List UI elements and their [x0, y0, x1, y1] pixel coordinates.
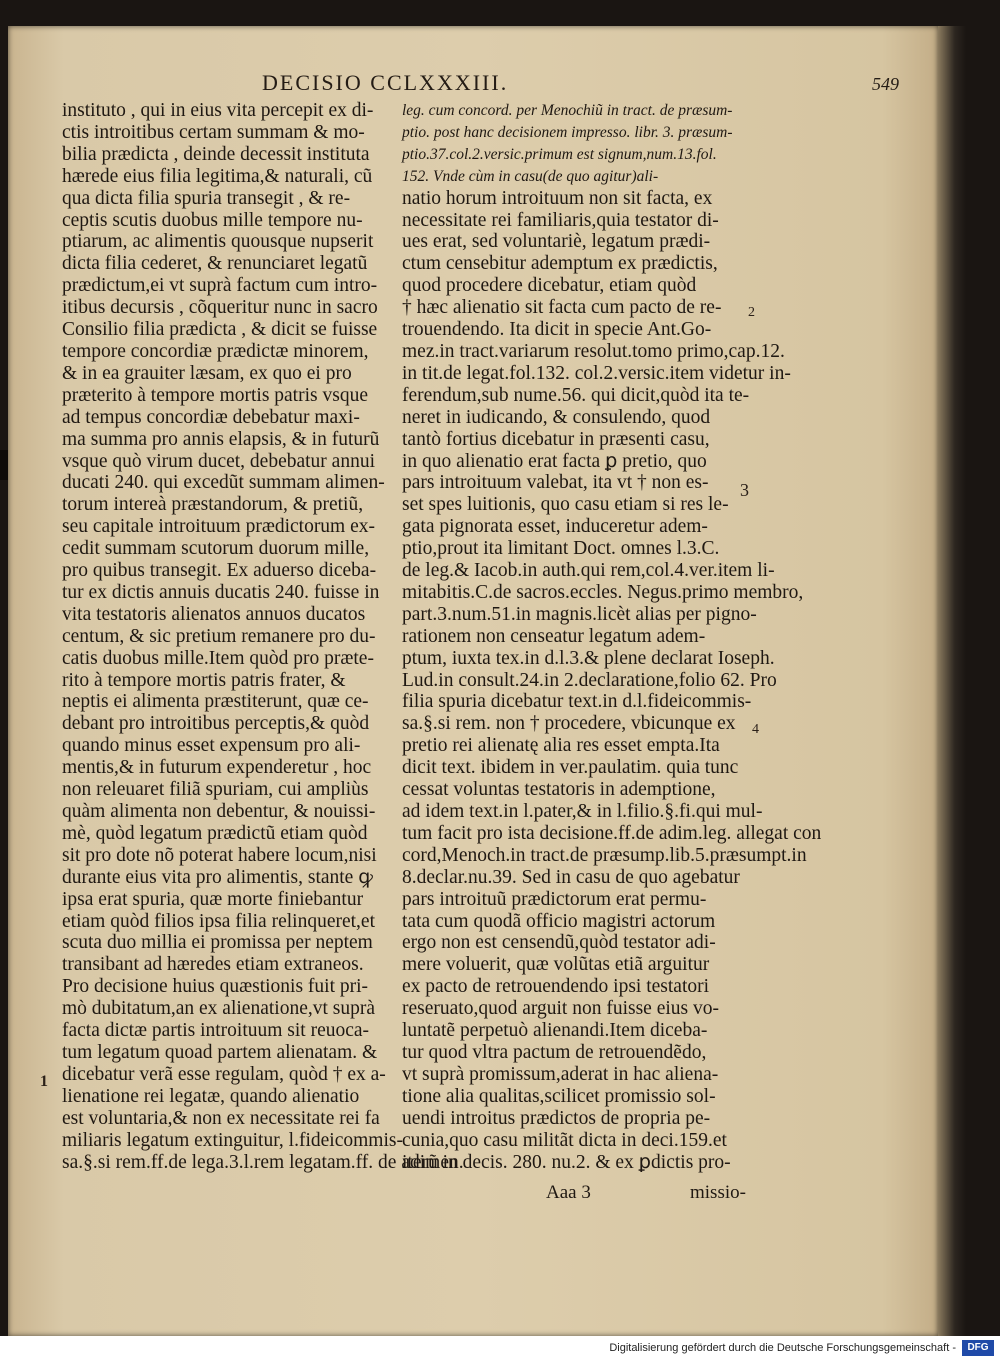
text-line: & in ea grauiter læsam, ex quo ei pro — [62, 362, 352, 384]
text-line: instituto , qui in eius vita percepit ex di- — [62, 100, 374, 121]
text-line: præterito à tempore mortis patris vsque — [62, 384, 368, 406]
text-line: vsque quò virum ducet, debebatur annui — [62, 450, 375, 472]
signature-mark: Aaa 3 — [546, 1182, 591, 1203]
text-line: Lud.in consult.24.in 2.declaratione,folio 62. Pro — [402, 669, 777, 691]
text-line: cedit summam scutorum duorum mille, — [62, 538, 370, 560]
text-line: cessat voluntas testatoris in ademptione, — [402, 779, 716, 801]
text-line: in quo alienatio erat facta ꝑ pretio, quo — [402, 450, 707, 472]
text-line: 8.declar.nu.39. Sed in casu de quo agebatur — [402, 866, 740, 888]
text-line: etiam quòd filios ipsa filia relinqueret,et — [62, 910, 375, 932]
text-line: ctum censebitur ademptum ex prædictis, — [402, 253, 718, 275]
text-line: mitabitis.C.de sacros.eccles. Negus.primo membro, — [402, 581, 804, 603]
text-line: ducati 240. qui excedũt summam alimen- — [62, 472, 385, 494]
text-line: † hæc alienatio sit facta cum pacto de re- — [402, 297, 722, 319]
text-line: dicebatur verã esse regulam, quòd † ex a- — [62, 1063, 386, 1085]
text-line: tum legatum quoad partem alienatam. & — [62, 1041, 378, 1063]
text-line: ipsa erat spuria, quæ morte finiebantur — [62, 888, 364, 910]
text-line: debant pro introitibus perceptis,& quòd — [62, 713, 370, 735]
text-line: durante eius vita pro alimentis, stante ꝙ — [62, 866, 373, 888]
text-line: ad tempus concordiæ debebatur maxi- — [62, 406, 360, 428]
text-line: quando minus esset expensum pro ali- — [62, 735, 361, 757]
text-line: bilia prædicta , deinde decessit instituta — [62, 143, 370, 165]
text-line: ad idem text.in l.pater,& in l.filio.§.fi.qui mul- — [402, 801, 763, 822]
text-line: in tit.de legat.fol.132. col.2.versic.item videtur in- — [402, 362, 791, 384]
text-line: pro quibus transegit. Ex aduerso diceba- — [62, 560, 377, 582]
text-line: filia spuria dicebatur text.in d.l.fideicommis- — [402, 691, 752, 713]
marginal-note-1: 1 — [40, 1073, 48, 1090]
text-line: tata cum quodã officio magistri actorum — [402, 910, 716, 932]
text-line: ues erat, sed voluntariè, legatum prædi- — [402, 231, 711, 253]
text-line: sit pro dote nõ poterat habere locum,nisi — [62, 844, 377, 866]
text-line: centum, & sic pretium remanere pro du- — [62, 625, 376, 647]
text-line: itibus decursis , cõqueritur nunc in sacro — [62, 297, 378, 319]
text-line: dicta filia cederet, & renunciaret legatũ — [62, 253, 368, 275]
text-line: reseruato,quod arguit non fuisse eius vo- — [402, 998, 719, 1020]
text-line: sa.§.si rem. non † procedere, vbicunque ex — [402, 713, 736, 735]
text-line: mentis,& in futurum expenderetur , hoc — [62, 757, 372, 779]
text-line: vita testatoris alienatos annuos ducatos — [62, 603, 366, 625]
text-line: gata pignorata esset, induceretur adem- — [402, 516, 708, 538]
text-line: tum facit pro ista decisione.ff.de adim.leg. allegat con — [402, 822, 822, 844]
text-line: quod procedere dicebatur, etiam quòd — [402, 275, 697, 297]
text-line: catis duobus mille.Item quòd pro præte- — [62, 647, 374, 669]
text-line: non releuaret filiã spuriam, cui ampliùs — [62, 779, 369, 801]
running-head: DECISIO CCLXXXIII. — [262, 70, 509, 95]
text-line: ptio.37.col.2.versic.primum est signum,num.13.fol. — [402, 145, 717, 163]
text-line: ferendum,sub nume.56. qui dicit,quòd ita te- — [402, 384, 750, 406]
text-line: ex pacto de retrouendendo ipsi testatori — [402, 976, 710, 998]
folio-number: 549 — [872, 74, 899, 94]
text-line: cunia,quo casu militãt dicta in deci.159.et — [402, 1129, 727, 1151]
text-line: hærede eius filia legitima,& naturali, cũ — [62, 165, 373, 187]
text-line: natio horum introituum non sit facta, ex — [402, 187, 713, 209]
digitization-notice: Digitalisierung gefördert durch die Deutsche Forschungsgemeinschaft - — [609, 1342, 956, 1354]
text-line: prædictum,ei vt suprà factum cum intro- — [62, 275, 378, 297]
text-line: ptio. post hanc decisionem impresso. libr. 3. præsum- — [402, 123, 733, 141]
text-line: vt suprà promissum,aderat in hac aliena- — [402, 1063, 719, 1085]
text-line: mò dubitatum,an ex alienatione,vt suprà — [62, 998, 375, 1020]
text-line: uendi introitus prædictos de propria pe- — [402, 1107, 711, 1129]
left-text-column — [62, 100, 464, 1173]
text-line: scuta duo millia ei promissa per neptem — [62, 932, 373, 954]
marginal-note-3: 3 — [740, 480, 749, 500]
text-line: Consilio filia prædicta , & dicit se fuisse — [62, 319, 378, 341]
text-line: Pro decisione huius quæstionis fuit pri- — [62, 976, 369, 998]
text-line: ma summa pro annis elapsis, & in futurũ — [62, 428, 380, 450]
text-line: neret in iudicando, & consulendo, quod — [402, 406, 711, 428]
text-line: mez.in tract.variarum resolut.tomo primo,cap.12. — [402, 340, 785, 362]
text-line: facta dictæ partis introituum sit reuoca- — [62, 1020, 370, 1042]
text-line: luntatẽ perpetuò alienandi.Item diceba- — [402, 1020, 708, 1042]
text-line: dicit text. ibidem in ver.paulatim. quia tunc — [402, 757, 739, 779]
text-line: tur quod vltra pactum de retrouendẽdo, — [402, 1041, 707, 1063]
text-line: tione alia qualitas,scilicet promissio sol- — [402, 1085, 716, 1107]
text-line: tantò fortius dicebatur in præsenti casu, — [402, 428, 710, 450]
text-line: seu capitale introituum prædictorum ex- — [62, 516, 375, 538]
text-line: mere voluerit, quæ volũtas etiã arguitur — [402, 954, 710, 976]
text-line: ptio,prout ita limitant Doct. omnes l.3.C. — [402, 538, 720, 560]
text-line: ceptis scutis duobus mille tempore nu- — [62, 209, 363, 231]
text-line: trouendendo. Ita dicit in specie Ant.Go- — [402, 319, 712, 341]
text-line: cord,Menoch.in tract.de præsump.lib.5.præsumpt.in — [402, 844, 807, 866]
text-line: part.3.num.51.in magnis.licèt alias per pigno- — [402, 603, 757, 625]
text-line: transibant ad hæredes etiam extraneos. — [62, 954, 364, 976]
text-line: pars introituum valebat, ita vt † non es- — [402, 472, 709, 494]
marginal-note-2: 2 — [748, 305, 755, 320]
text-line: de leg.& Iacob.in auth.qui rem,col.4.ver.item li- — [402, 560, 775, 582]
binding-shadow — [0, 450, 8, 480]
catchword: missio- — [690, 1182, 746, 1203]
text-line: neptis ei alimenta præstiterunt, quæ ce- — [62, 691, 369, 713]
text-line: leg. cum concord. per Menochiũ in tract. de præsum- — [402, 102, 733, 119]
text-line: ergo non est censendũ,quòd testator adi- — [402, 932, 716, 954]
text-line: ptum, iuxta tex.in d.l.3.& plene declarat Ioseph. — [402, 647, 775, 669]
page-edge — [938, 26, 966, 1336]
text-line: est voluntaria,& non ex necessitate rei fa — [62, 1107, 380, 1129]
text-line: pretio rei alienatę alia res esset empta.Ita — [402, 735, 720, 757]
text-line: torum intereà præstandorum, & pretiũ, — [62, 494, 364, 516]
text-line: tempore concordiæ prædictæ minorem, — [62, 340, 369, 362]
text-line: qua dicta filia spuria transegit , & re- — [62, 187, 351, 209]
text-line: iterũ in decis. 280. nu.2. & ex ꝑdictis pro- — [402, 1151, 731, 1173]
right-text-column — [402, 100, 822, 1173]
text-line: ptiarum, ac alimentis quousque nupserit — [62, 231, 374, 253]
text-line: ctis introitibus certam summam & mo- — [62, 121, 365, 143]
marginal-note-4: 4 — [752, 722, 759, 737]
text-line: tur ex dictis annuis ducatis 240. fuisse in — [62, 581, 380, 603]
text-line: rationem non censeatur legatum adem- — [402, 625, 706, 647]
text-line: 152. Vnde cùm in casu(de quo agitur)ali- — [402, 167, 659, 185]
text-line: mè, quòd legatum prædictũ etiam quòd — [62, 822, 368, 844]
text-line: lienatione rei legatæ, quando alienatio — [62, 1085, 360, 1107]
text-line: necessitate rei familiaris,quia testator di- — [402, 209, 719, 231]
page-header — [0, 70, 1000, 100]
text-line: miliaris legatum extinguitur, l.fideicommis- — [62, 1129, 403, 1151]
text-line: pars introituũ prædictorum erat permu- — [402, 888, 707, 910]
text-line: set spes luitionis, quo casu etiam si res le- — [402, 494, 729, 516]
text-line: sa.§.si rem.ff.de lega.3.l.rem legatam.ff. de adimen. — [62, 1151, 464, 1173]
digitization-footer — [0, 1336, 1000, 1362]
dfg-logo: DFG — [962, 1340, 994, 1356]
text-line: quàm alimenta non debentur, & nouissi- — [62, 801, 376, 822]
text-line: rito à tempore mortis patris frater, & — [62, 669, 346, 691]
